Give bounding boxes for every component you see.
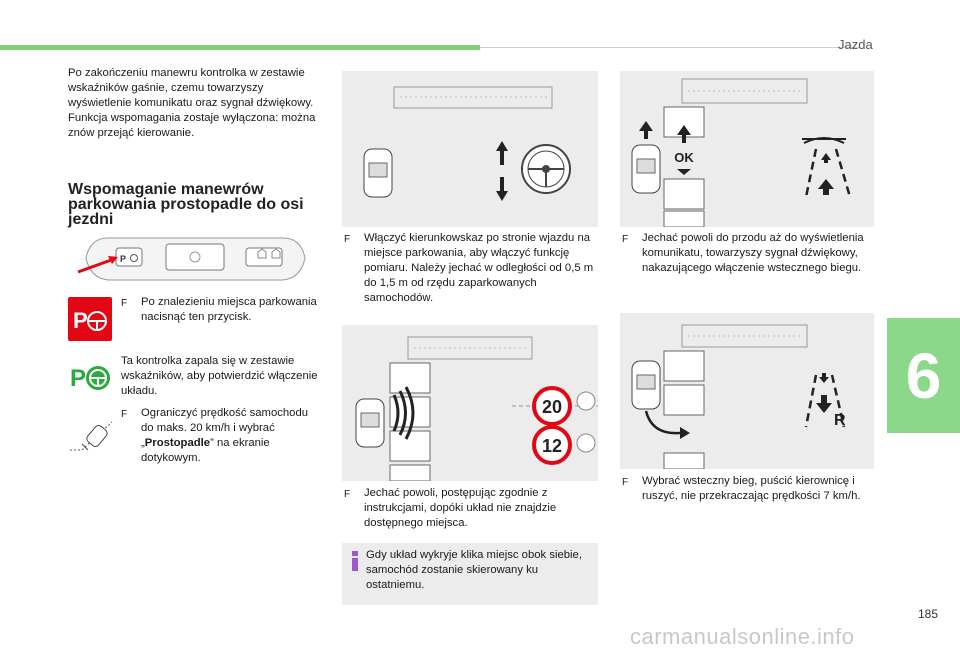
step-text: Włączyć kierunkowskaz po stronie wjazdu na miejsce parkowania, aby włączyć funkcję pomiaru. Należy jechać w odległości od 0,5 m do 1,5 m od rzędu zaparkowanych samochodów. — [364, 232, 594, 304]
bullet-icon: F — [344, 234, 351, 245]
intro-paragraph — [68, 66, 323, 141]
section-heading: Wspomaganie manewrów parkowania prostopadle do osi jezdni — [68, 181, 304, 228]
section-title: Jazda — [838, 37, 873, 52]
bullet-icon: F — [121, 298, 128, 309]
indicator-description: Ta kontrolka zapala się w zestawie wskaźników, aby potwierdzić włączenie układu. — [121, 355, 318, 397]
intro-text-2: Funkcja wspomagania zostaje wyłączona: można znów przejąć kierowanie. — [68, 112, 316, 139]
panel-button-label: P — [120, 254, 127, 264]
bullet-icon: F — [622, 477, 629, 488]
illustration-forward-ok — [620, 71, 874, 227]
chapter-tab: 6 — [887, 318, 960, 433]
p-letter: P — [73, 308, 88, 333]
header-rule — [480, 47, 860, 48]
step-drive-forward — [622, 231, 874, 276]
intro-text-1: Po zakończeniu manewru kontrolka w zestawie wskaźników gaśnie, czemu towarzyszy wyświetlenie komunikatu oraz sygnał dźwiękowy. — [68, 67, 314, 109]
indicator-p-letter: P — [70, 365, 87, 392]
step-text: Jechać powoli do przodu aż do wyświetlenia komunikatu, towarzyszy sygnał dźwiękowy, nakazującego włączenie wstecznego biegu. — [642, 232, 864, 274]
step-limit-speed — [121, 406, 321, 466]
illustration-signal-indicator — [342, 71, 598, 227]
option-name: Prostopadle — [144, 437, 211, 449]
console-panel-illustration — [68, 228, 323, 290]
watermark: carmanualsonline.info — [630, 624, 855, 649]
illustration-space-search — [342, 325, 598, 481]
step-drive-slowly — [344, 486, 598, 531]
ok-label: OK — [674, 150, 694, 165]
illustration-reverse — [620, 313, 874, 469]
info-icon — [351, 551, 359, 571]
step-text: Jechać powoli, postępując zgodnie z instrukcjami, dopóki układ nie znajdzie dostępnego miejsca. — [364, 487, 557, 529]
info-text: Gdy układ wykryje klika miejsc obok siebie, samochód zostanie skierowany ku ostatniemu. — [366, 549, 582, 591]
bullet-icon: F — [121, 409, 128, 420]
park-assist-indicator-icon — [68, 358, 114, 394]
bullet-icon: F — [344, 489, 351, 500]
speed-sign-20: 20 — [541, 397, 563, 417]
park-assist-button-icon — [68, 297, 112, 341]
page-number: 185 — [918, 607, 939, 621]
bullet-icon: F — [622, 234, 629, 245]
step-text: Ograniczyć prędkość samochodu do maks. 20 km/h i wybrać „Prostopadle” na ekranie dotykowym. — [141, 407, 309, 464]
step-text: Wybrać wsteczny bieg, puścić kierownicę i ruszyć, nie przekraczając prędkości 7 km/h. — [642, 475, 861, 502]
speed-sign-12: 12 — [541, 436, 563, 456]
step-turn-signal — [344, 231, 598, 306]
reverse-label: R — [834, 412, 846, 429]
speed-limit-icon — [68, 418, 114, 454]
header-accent-bar — [0, 45, 480, 50]
step-text: Po znalezieniu miejsca parkowania nacisnąć ten przycisk. — [141, 296, 317, 323]
step-press-button — [121, 295, 321, 325]
step-reverse — [622, 474, 874, 504]
